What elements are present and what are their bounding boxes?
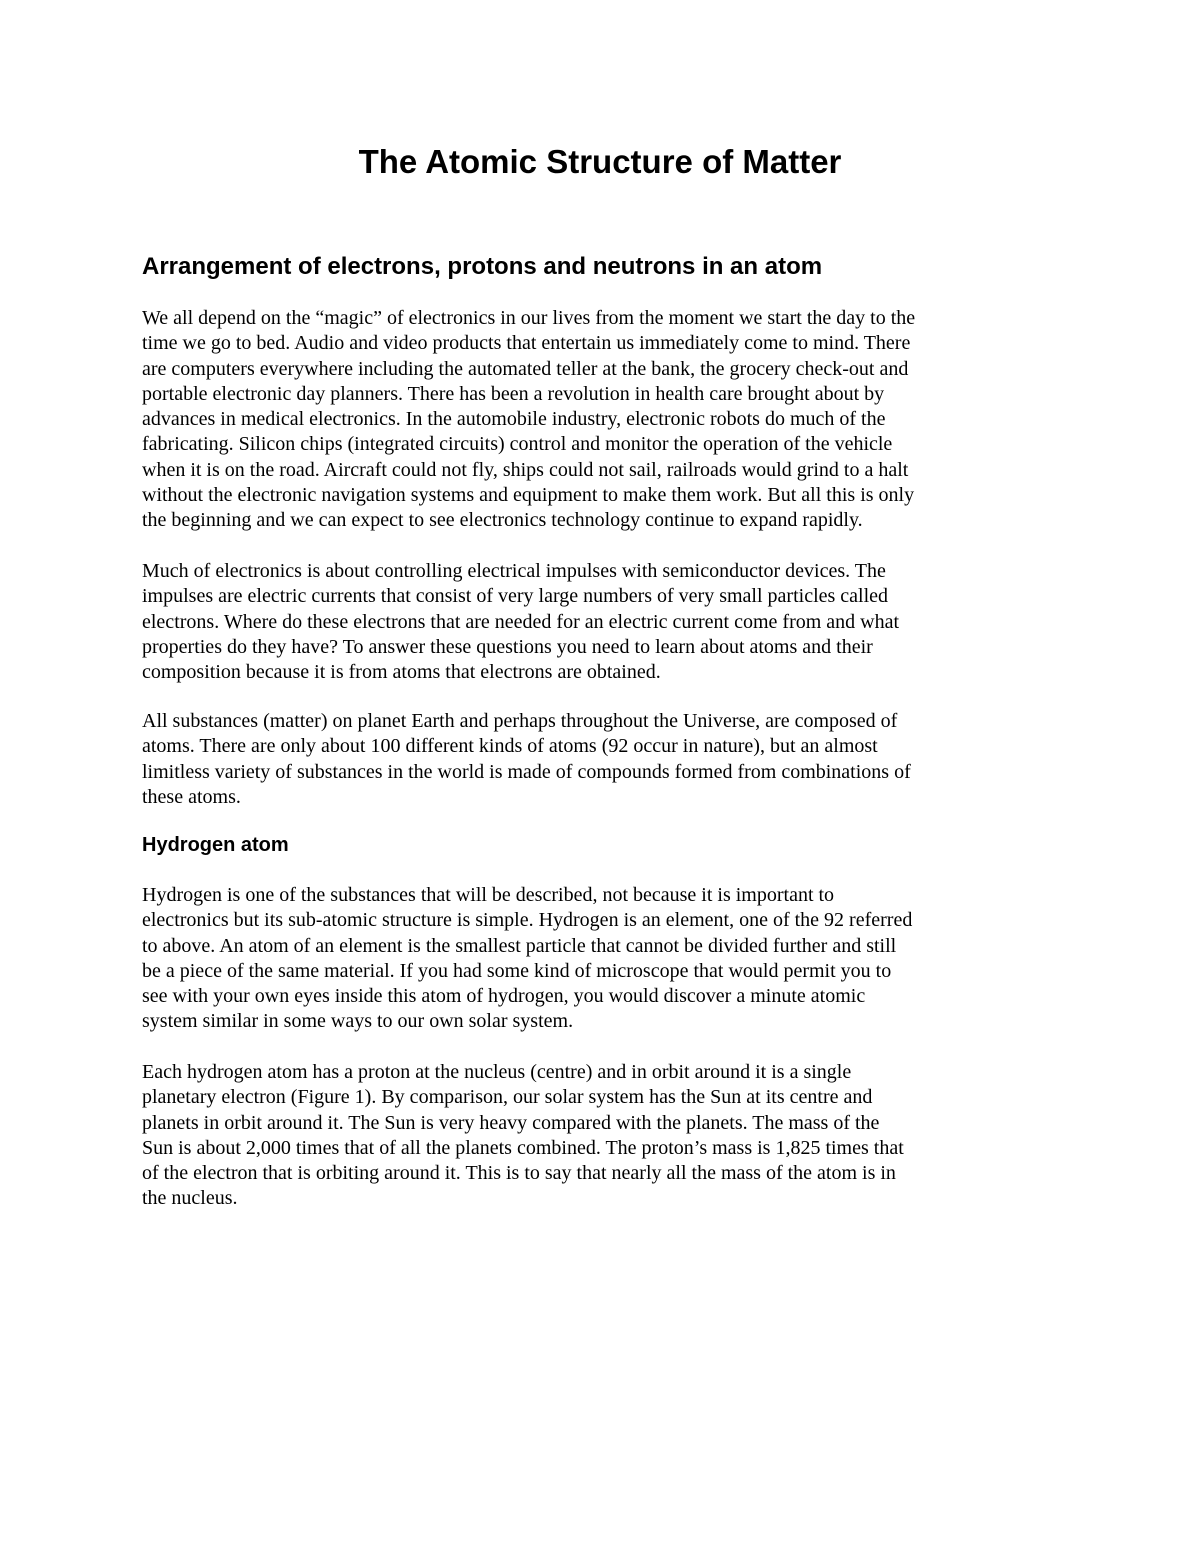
section-heading: Arrangement of electrons, protons and neutrons in an atom bbox=[142, 253, 823, 280]
paragraph-line: Each hydrogen atom has a proton at the nucleus (centre) and in orbit around it is a single bbox=[142, 1061, 852, 1083]
paragraph-2 bbox=[142, 559, 1062, 685]
paragraph-line: We all depend on the “magic” of electronics in our lives from the moment we start the day to the bbox=[142, 307, 916, 329]
paragraph-line: these atoms. bbox=[142, 785, 241, 808]
paragraph-line: electrons. Where do these electrons that are needed for an electric current come from and what bbox=[142, 610, 900, 633]
paragraph-line: properties do they have? To answer these questions you need to learn about atoms and their bbox=[142, 635, 873, 658]
paragraph-line: impulses are electric currents that consist of very large numbers of very small particles called bbox=[142, 585, 889, 608]
paragraph-line: All substances (matter) on planet Earth and perhaps throughout the Universe, are composed of bbox=[142, 710, 898, 732]
paragraph-1 bbox=[142, 306, 1062, 534]
paragraph-line: to above. An atom of an element is the smallest particle that cannot be divided further and still bbox=[142, 934, 897, 957]
paragraph-line: limitless variety of substances in the world is made of compounds formed from combinations of bbox=[142, 760, 911, 783]
paragraph-line: system similar in some ways to our own solar system. bbox=[142, 1010, 574, 1033]
paragraph-3 bbox=[142, 709, 1062, 810]
paragraph-5 bbox=[142, 1060, 1062, 1212]
paragraph-line: Hydrogen is one of the substances that will be described, not because it is important to bbox=[142, 884, 835, 906]
paragraph-line: atoms. There are only about 100 different kinds of atoms (92 occur in nature), but an almost bbox=[142, 735, 878, 758]
paragraph-line: are computers everywhere including the automated teller at the bank, the grocery check-out and bbox=[142, 357, 909, 380]
paragraph-line: Sun is about 2,000 times that of all the planets combined. The proton’s mass is 1,825 times that bbox=[142, 1136, 904, 1159]
paragraph-line: advances in medical electronics. In the automobile industry, electronic robots do much of the bbox=[142, 408, 886, 431]
paragraph-line: see with your own eyes inside this atom of hydrogen, you would discover a minute atomic bbox=[142, 985, 866, 1008]
paragraph-line: be a piece of the same material. If you had some kind of microscope that would permit you to bbox=[142, 959, 892, 982]
page-title: The Atomic Structure of Matter bbox=[358, 143, 842, 180]
paragraph-line: planetary electron (Figure 1). By comparison, our solar system has the Sun at its centre and bbox=[142, 1086, 873, 1109]
subsection-heading: Hydrogen atom bbox=[142, 834, 289, 856]
paragraph-line: of the electron that is orbiting around it. This is to say that nearly all the mass of the atom is in bbox=[142, 1162, 896, 1185]
paragraph-line: when it is on the road. Aircraft could not fly, ships could not sail, railroads would grind to a halt bbox=[142, 458, 909, 481]
paragraph-line: portable electronic day planners. There has been a revolution in health care brought about by bbox=[142, 382, 885, 405]
paragraph-line: the nucleus. bbox=[142, 1187, 238, 1210]
paragraph-line: Much of electronics is about controlling electrical impulses with semiconductor devices. The bbox=[142, 560, 886, 582]
paragraph-line: planets in orbit around it. The Sun is very heavy compared with the planets. The mass of the bbox=[142, 1111, 880, 1134]
paragraph-line: without the electronic navigation systems and equipment to make them work. But all this is only bbox=[142, 484, 915, 507]
paragraph-line: time we go to bed. Audio and video products that entertain us immediately come to mind. There bbox=[142, 332, 911, 355]
paragraph-line: the beginning and we can expect to see electronics technology continue to expand rapidly. bbox=[142, 509, 863, 532]
paragraph-4 bbox=[142, 883, 1062, 1035]
paragraph-line: electronics but its sub-atomic structure is simple. Hydrogen is an element, one of the 92 referred bbox=[142, 909, 913, 932]
paragraph-line: fabricating. Silicon chips (integrated circuits) control and monitor the operation of the vehicle bbox=[142, 433, 893, 456]
paragraph-line: composition because it is from atoms that electrons are obtained. bbox=[142, 661, 661, 684]
